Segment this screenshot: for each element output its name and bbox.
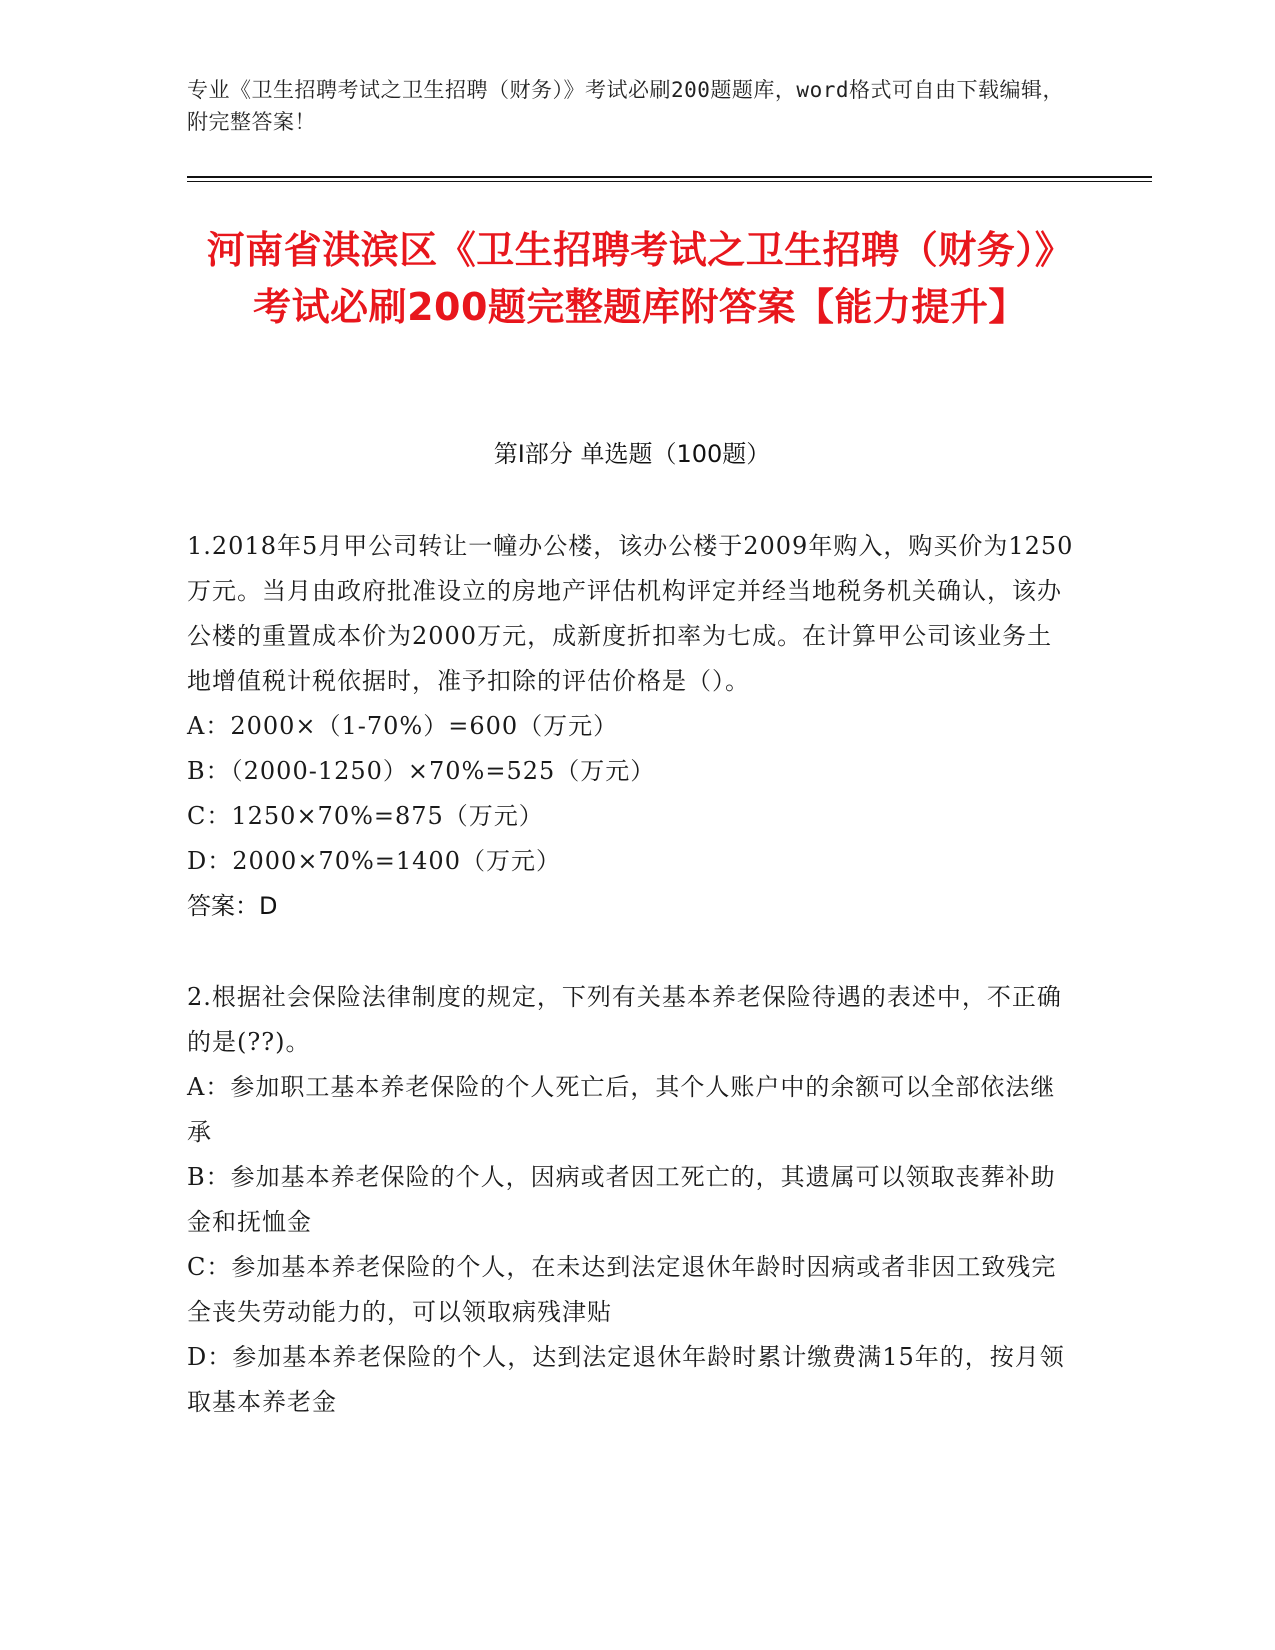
question-1 [187,524,1077,929]
question-stem: 2.根据社会保险法律制度的规定，下列有关基本养老保险待遇的表述中，不正确的是(??)。 [187,983,1062,1056]
header-divider-thick [187,176,1152,178]
option-a: A：参加职工基本养老保险的个人死亡后，其个人账户中的余额可以全部依法继承 [187,1073,1056,1146]
question-2 [187,975,1077,1425]
question-list [187,524,1077,1471]
header-divider-thin [187,181,1152,182]
option-d: D：2000×70%=1400（万元） [187,847,561,875]
option-c: C：参加基本养老保险的个人，在未达到法定退休年龄时因病或者非因工致残完全丧失劳动能力的，可以领取病残津贴 [187,1253,1057,1326]
option-b: B：（2000-1250）×70%=525（万元） [187,757,656,785]
document-title: 河南省淇滨区《卫生招聘考试之卫生招聘（财务）》考试必刷200题完整题库附答案【能力提升】 [206,228,1074,329]
option-a: A：2000×（1-70%）=600（万元） [187,712,619,740]
option-b: B：参加基本养老保险的个人，因病或者因工死亡的，其遗属可以领取丧葬补助金和抚恤金 [187,1163,1056,1236]
question-stem: 1.2018年5月甲公司转让一幢办公楼，该办公楼于2009年购入，购买价为1250万元。当月由政府批准设立的房地产评估机构评定并经当地税务机关确认，该办公楼的重置成本价为2000万元，成新度折扣率为七成。在计算甲公司该业务土地增值税计税依据时，准予扣除的评估价格是（）。 [187,532,1074,695]
option-d: D：参加基本养老保险的个人，达到法定退休年龄时累计缴费满15年的，按月领取基本养老金 [187,1343,1065,1416]
section-heading: 第Ⅰ部分 单选题（100题） [493,440,771,468]
question-answer: 答案：D [187,892,278,920]
option-c: C：1250×70%=875（万元） [187,802,544,830]
header-note: 专业《卫生招聘考试之卫生招聘（财务）》考试必刷200题题库，word格式可自由下载编辑，附完整答案！ [187,78,1064,134]
